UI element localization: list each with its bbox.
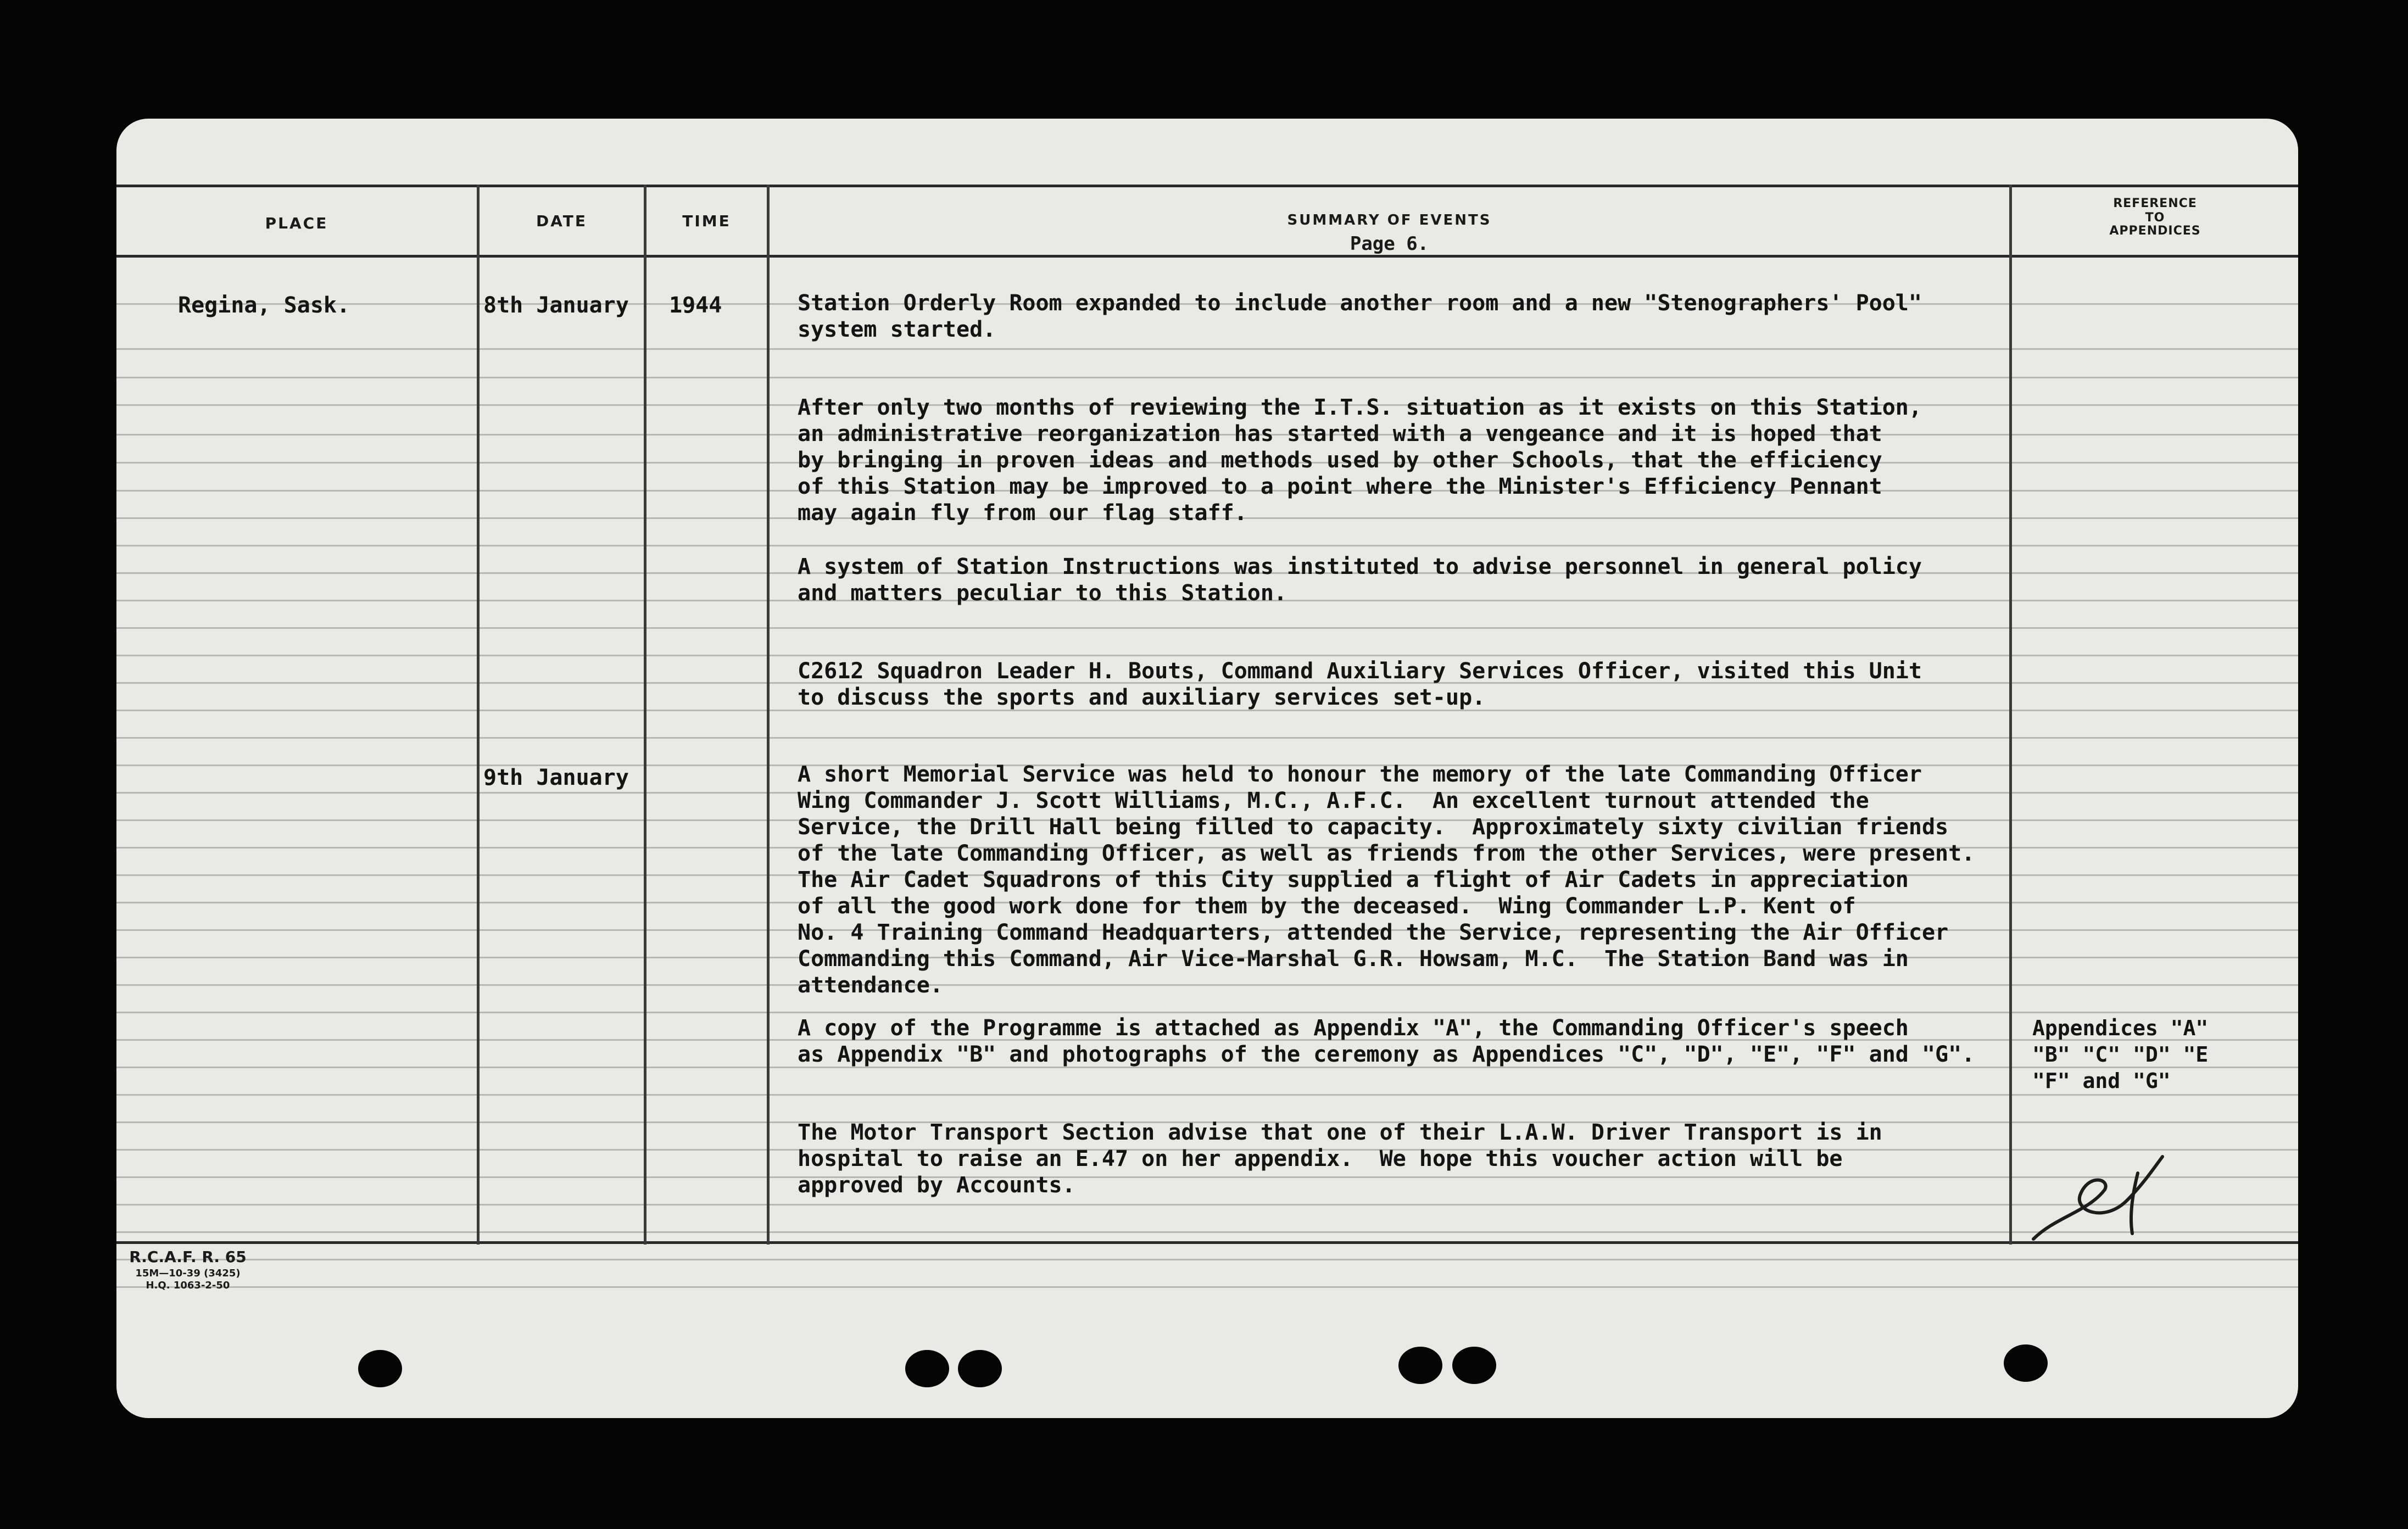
header-reference-3: APPENDICES [2109,224,2201,238]
header-reference-2: TO [2145,211,2165,225]
date-entry-9th: 9th January [483,765,629,790]
punch-hole-5 [1452,1347,1496,1384]
header-reference-1: REFERENCE [2113,197,2197,210]
summary-paragraph-visit: C2612 Squadron Leader H. Bouts, Command Auxiliary Services Officer, visited this Unit to discuss the sports and auxiliary services set-up. [798,659,1922,710]
appendix-reference: Appendices "A" "B" "C" "D" "E "F" and "G" [2032,1016,2209,1093]
header-date: DATE [536,212,587,230]
punch-hole-3 [958,1350,1002,1387]
date-entry-8th: 8th January [483,293,629,318]
header-place: PLACE [265,214,328,232]
column-divider-place [477,185,480,1245]
header-time: TIME [682,212,731,230]
form-print-line-2: H.Q. 1063-2-50 [146,1280,230,1291]
diary-form-card [116,119,2298,1418]
time-entry-year: 1944 [669,293,722,318]
summary-paragraph-station-instructions: A system of Station Instructions was instituted to advise personnel in general policy and matters peculiar to this Station. [798,554,1922,606]
summary-paragraph-orderly-room: Station Orderly Room expanded to include another room and a new "Stenographers' Pool" system started. [798,291,1922,342]
place-entry: Regina, Sask. [178,293,350,318]
form-number: R.C.A.F. R. 65 [129,1248,247,1266]
summary-paragraph-reorganization: After only two months of reviewing the I.T.S. situation as it exists on this Station, an administrative reorganization has started with a vengeance and it is hoped that by bringing in proven ideas and methods used by other Schools, that the efficiency of this Station may be improved to a point where the Minister's Efficiency Pennant may again fly from our flag staff. [798,395,1922,526]
header-bottom-rule [116,255,2298,258]
column-divider-time [767,185,770,1245]
column-divider-date [644,185,646,1245]
punch-hole-6 [2004,1344,2048,1382]
punch-hole-4 [1398,1347,1442,1384]
header-page-number: Page 6. [1350,233,1429,255]
form-print-line-1: 15M—10-39 (3425) [135,1268,241,1279]
table-bottom-rule [116,1241,2298,1244]
summary-paragraph-appendices: A copy of the Programme is attached as Appendix "A", the Commanding Officer's speech as Appendix "B" and photographs of the ceremony as Appendices "C", "D", "E", "F" and "G". [798,1015,1975,1067]
header-summary: SUMMARY OF EVENTS [1287,212,1492,228]
summary-paragraph-motor-transport: The Motor Transport Section advise that one of their L.A.W. Driver Transport is in hospital to raise an E.47 on her appendix. We hope this voucher action will be approved by Accounts. [798,1120,1882,1198]
column-divider-summary [2009,185,2012,1245]
header-top-rule [116,185,2298,187]
punch-hole-1 [358,1350,402,1387]
summary-paragraph-memorial-service: A short Memorial Service was held to honour the memory of the late Commanding Officer Wing Commander J. Scott Williams, M.C., A.F.C. An excellent turnout attended the Service, the Drill Hall being filled to capacity. Approximately sixty civilian friends of the late Commanding Officer, as well as friends from the other Services, were present. The Air Cadet Squadrons of this City supplied a flight of Air Cadets in appreciation of all the good work done for them by the deceased. Wing Commander L.P. Kent of No. 4 Training Command Headquarters, attended the Service, representing the Air Officer Commanding this Command, Air Vice-Marshal G.R. Howsam, M.C. The Station Band was in attendance. [798,762,1975,998]
initials-signature [2022,1151,2182,1250]
punch-hole-2 [905,1350,949,1387]
